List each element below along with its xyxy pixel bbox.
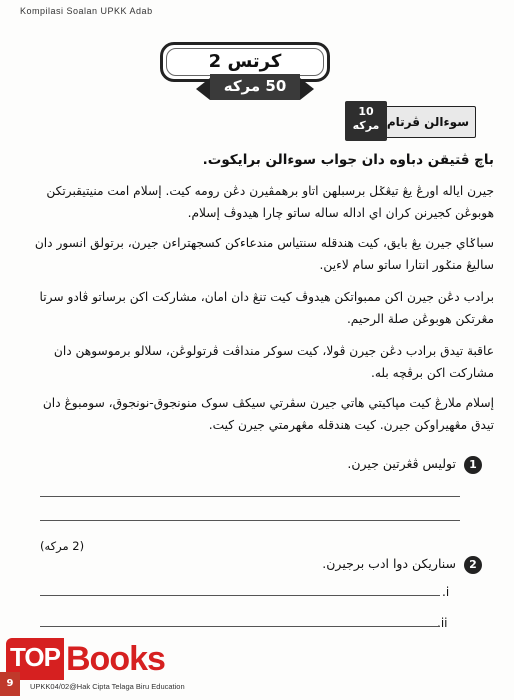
answer-label-i: i. (442, 585, 450, 599)
topbooks-watermark (6, 638, 165, 680)
answer-line[interactable] (40, 626, 440, 627)
total-marks-ribbon (210, 74, 300, 100)
watermark-books-text: Books (66, 640, 165, 678)
total-marks: 50 مرکه (223, 77, 287, 95)
answer-line[interactable] (40, 520, 460, 521)
section-label: سوءالن ڤرتام (386, 115, 469, 129)
passage-paragraph: برادب دڠن جيرن اکن ممبواتکن هيدوڤ کيت تنڠ دان امان، مشارکت اکن برساتو ڤادو سرتا مڠرتکن هوبوڠن صلة الرحيم. (39, 290, 494, 326)
passage-paragraph: إسلام ملارڠ کيت مپاکيتي هاتي جيرن سڤرتي سيکڤ سوک منونجوق-نونجوق، سومبوڠ دان تيدق مڠهيراوکن جيرن. کيت هندقله مڠهرمتي جيرن کيت. (42, 396, 494, 432)
question-1-text: توليس ڤڠرتين جيرن. (347, 456, 456, 471)
section-tag (346, 106, 476, 138)
instruction: باچ ڤتيقن دباوه دان جواب سوءالن برايکوت. (202, 152, 494, 168)
section-score-word: مرکه (352, 119, 380, 132)
section-score-number: 10 (358, 105, 374, 118)
answer-label-ii: ii. (437, 616, 448, 630)
question-1-marks: (2 مرکه) (40, 539, 85, 553)
passage-paragraph: عاقبة تيدق برادب دڠن جيرن ڤولا، کيت سوکر منداڤت ڤرتولوڠن، سلالو برموسوهن دان مشارکت اکن برڤچه بله. (53, 344, 494, 380)
page-number: 9 (0, 672, 20, 696)
question-2-number: 2 (464, 556, 482, 574)
question-1-number: 1 (464, 456, 482, 474)
watermark-top-text: TOP (10, 642, 60, 672)
copyright-footer: UPKK04/02@Hak Cipta Telaga Biru Education (30, 682, 185, 691)
book-header: Kompilasi Soalan UPKK Adab (20, 6, 153, 16)
passage-paragraph: جيرن اياله اورڠ يڠ تيڠݢل برسبلهن اتاو برهمڤيرن دڠن رومه کيت. إسلام امت منيتيقبرتکن هوبوڠن کجيرنن کران اي اداله ساله ساتو چارا هيدوڤ إسلام. (46, 184, 494, 220)
answer-line[interactable] (40, 595, 440, 596)
section-score-badge (345, 101, 387, 141)
answer-line[interactable] (40, 496, 460, 497)
paper-title: کرتس 2 (208, 51, 282, 72)
question-2-text: سناريکن دوا ادب برجيرن. (322, 556, 456, 571)
passage-paragraph: سباݢاي جيرن يڠ بايق، کيت هندقله سنتياس مندعاءکن کسجهتراءن جيرن، برتولق انسور دان ساليڠ منݢور انتارا ساتو سام لاءين. (34, 236, 494, 272)
